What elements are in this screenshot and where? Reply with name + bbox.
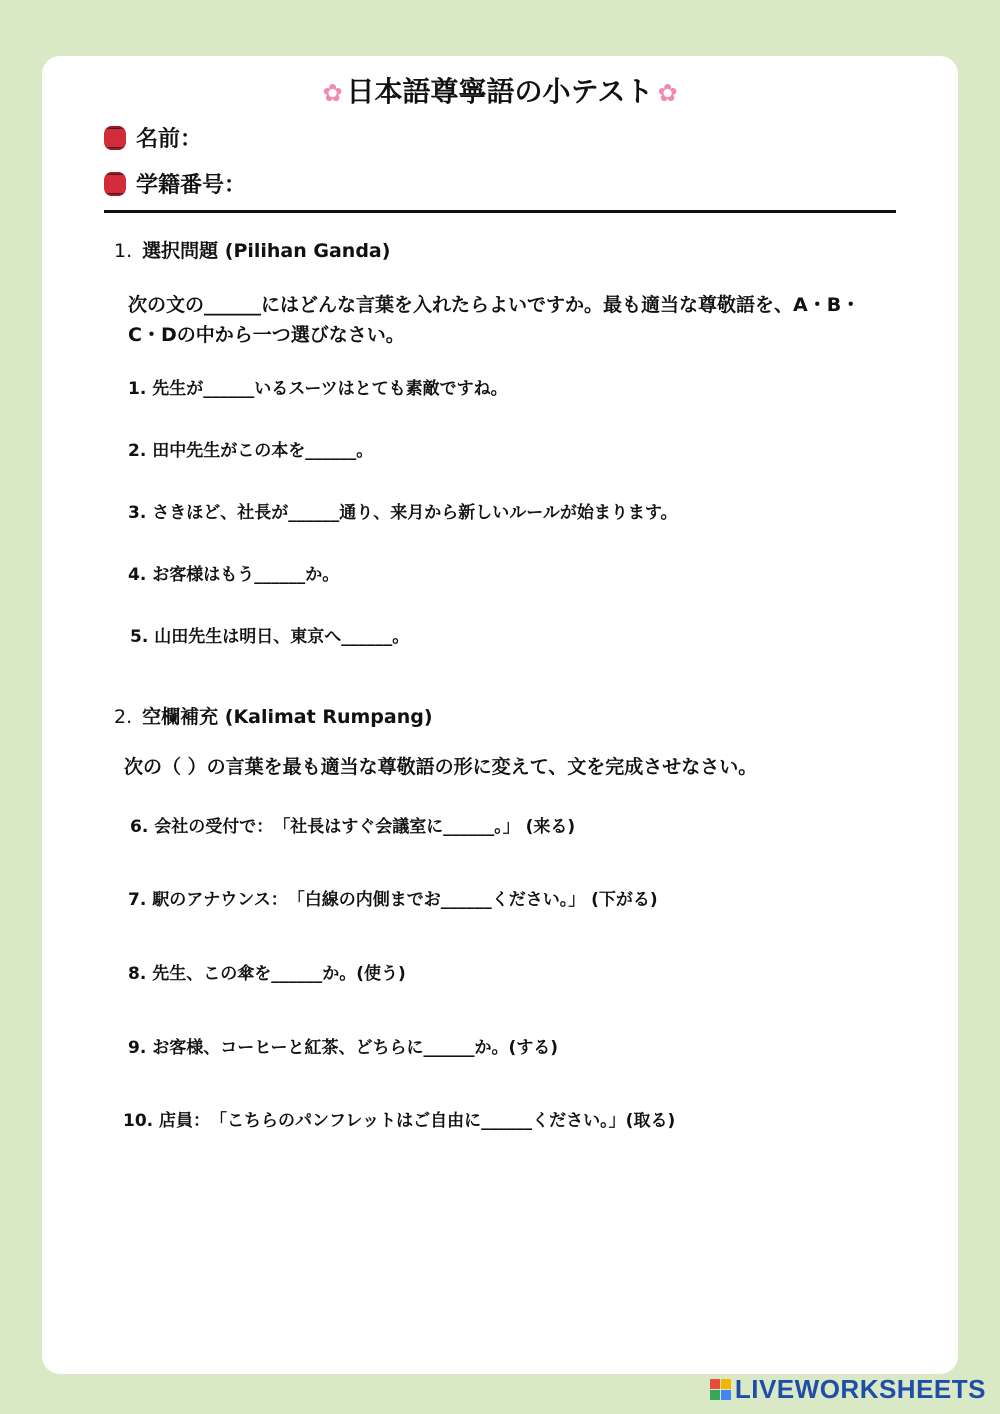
brand-icon [710, 1379, 731, 1400]
question-item: 5. 山田先生は明日、東京へ______。 [130, 627, 410, 647]
question-item: 1. 先生が______いるスーツはとても素敵ですね。 [128, 379, 508, 399]
section2-number: 2. [114, 706, 133, 728]
question-item: 7. 駅のアナウンス： 「白線の内側までお______ください。」 (下がる) [128, 890, 658, 910]
question-item: 2. 田中先生がこの本を______。 [128, 441, 374, 461]
name-field[interactable] [104, 122, 202, 153]
worksheet-title [0, 70, 1000, 110]
question-item: 4. お客様はもう______か。 [128, 565, 340, 585]
section1-number: 1. [114, 240, 133, 262]
section2-instruction: 次の（ ）の言葉を最も適当な尊敬語の形に変えて、文を完成させなさい。 [124, 756, 758, 778]
liveworksheets-logo [710, 1374, 986, 1405]
student-id-label: 学籍番号： [136, 173, 247, 198]
student-id-field[interactable] [104, 168, 246, 199]
cherry-blossom-icon: ✿ [657, 79, 678, 107]
title-text: 日本語尊寧語の小テスト [346, 75, 654, 108]
question-item: 8. 先生、この傘を______か。(使う) [128, 964, 406, 984]
name-label: 名前： [136, 127, 203, 152]
section1-heading [114, 236, 390, 263]
section1-title: 選択問題 (Pilihan Ganda) [142, 240, 391, 262]
brand-text: LIVEWORKSHEETS [734, 1374, 986, 1404]
section2-title: 空欄補充 (Kalimat Rumpang) [142, 706, 433, 728]
question-item: 3. さきほど、社長が______通り、来月から新しいルールが始まります。 [128, 503, 678, 523]
question-item: 6. 会社の受付で： 「社長はすぐ会議室に______。」 (来る) [130, 817, 576, 837]
section2-heading [114, 702, 433, 729]
lantern-icon [104, 172, 126, 196]
section1-instruction: 次の文の______にはどんな言葉を入れたらよいですか。最も適当な尊敬語を、A・B・C・Dの中から一つ選びなさい。 [128, 294, 861, 346]
question-item: 10. 店員： 「こちらのパンフレットはご自由に______ください。」(取る) [123, 1111, 676, 1131]
question-item: 9. お客様、コーヒーと紅茶、どちらに______か。(する) [128, 1038, 559, 1058]
cherry-blossom-icon: ✿ [322, 79, 343, 107]
divider [104, 210, 896, 213]
lantern-icon [104, 126, 126, 150]
